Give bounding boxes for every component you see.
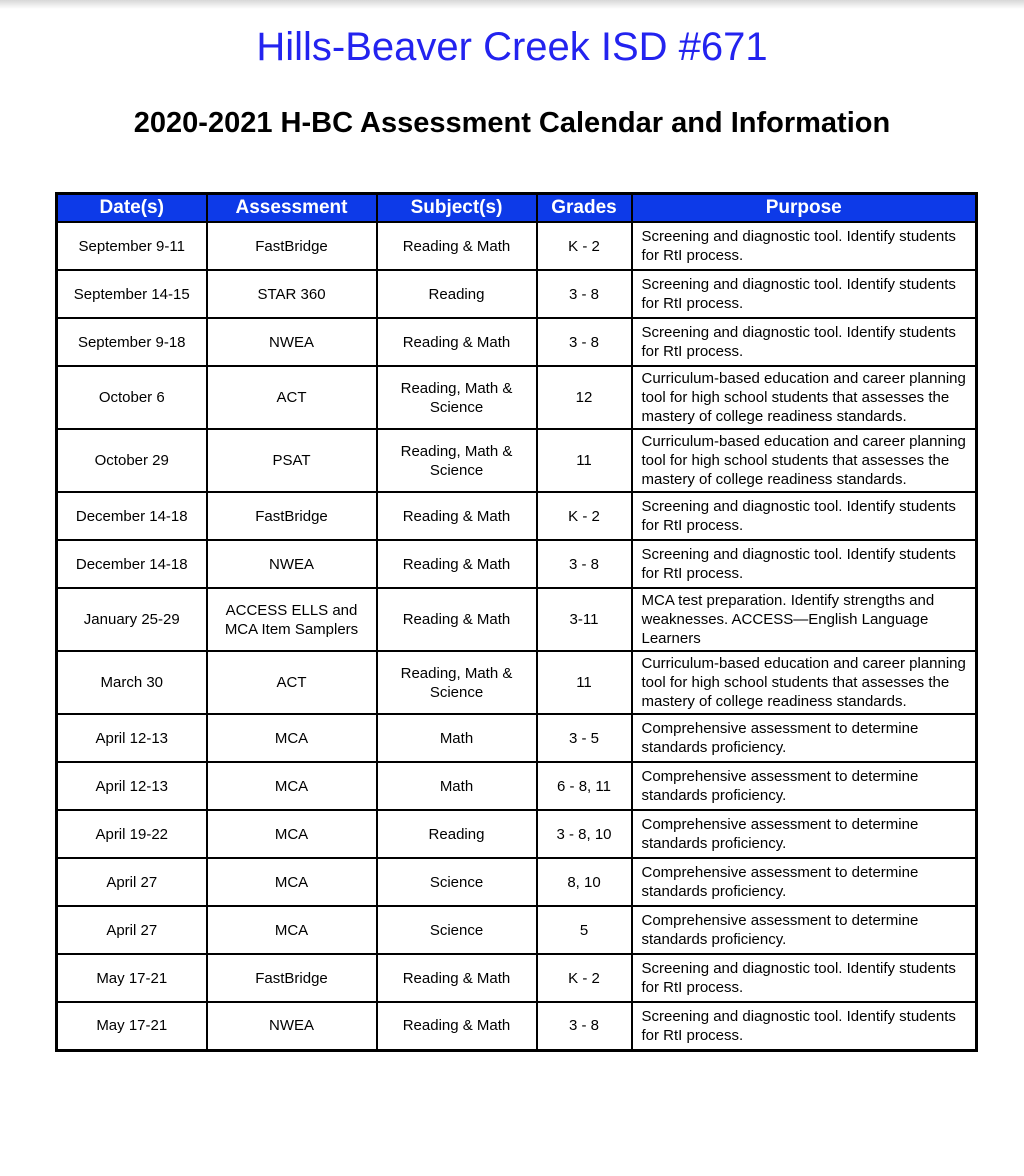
table-row (57, 540, 977, 588)
cell-dates: September 14-15 (57, 270, 207, 318)
table-row (57, 810, 977, 858)
cell-subjects: Reading & Math (377, 222, 537, 270)
page-subtitle: 2020-2021 H-BC Assessment Calendar and Information (133, 107, 891, 139)
cell-subjects: Science (377, 858, 537, 906)
cell-subjects: Math (377, 762, 537, 810)
table-row (57, 651, 977, 714)
cell-assessment: ACCESS ELLS and MCA Item Samplers (207, 588, 377, 651)
column-header-assessment: Assessment (207, 194, 377, 223)
cell-dates: January 25-29 (57, 588, 207, 651)
cell-subjects: Science (377, 906, 537, 954)
cell-assessment: PSAT (207, 429, 377, 492)
cell-purpose: Comprehensive assessment to determine standards proficiency. (632, 858, 977, 906)
cell-subjects: Reading & Math (377, 540, 537, 588)
cell-subjects: Reading & Math (377, 588, 537, 651)
cell-dates: December 14-18 (57, 492, 207, 540)
cell-assessment: NWEA (207, 318, 377, 366)
table-row (57, 429, 977, 492)
cell-dates: September 9-11 (57, 222, 207, 270)
table-row (57, 222, 977, 270)
cell-dates: September 9-18 (57, 318, 207, 366)
cell-purpose: Screening and diagnostic tool. Identify students for RtI process. (632, 1002, 977, 1050)
cell-dates: October 29 (57, 429, 207, 492)
table-row (57, 714, 977, 762)
cell-dates: April 12-13 (57, 714, 207, 762)
cell-assessment: MCA (207, 906, 377, 954)
cell-purpose: Comprehensive assessment to determine standards proficiency. (632, 714, 977, 762)
cell-grades: 3 - 8 (537, 270, 632, 318)
cell-dates: March 30 (57, 651, 207, 714)
page-top-shadow (0, 0, 1024, 9)
table-row (57, 588, 977, 651)
cell-grades: 11 (537, 429, 632, 492)
table-row (57, 762, 977, 810)
table-row (57, 954, 977, 1002)
cell-grades: K - 2 (537, 492, 632, 540)
cell-purpose: Curriculum-based education and career planning tool for high school students that assesses the mastery of college readiness standards. (632, 429, 977, 492)
cell-grades: 12 (537, 366, 632, 429)
cell-purpose: Screening and diagnostic tool. Identify students for RtI process. (632, 270, 977, 318)
cell-grades: 3 - 8 (537, 318, 632, 366)
cell-assessment: FastBridge (207, 492, 377, 540)
cell-dates: May 17-21 (57, 954, 207, 1002)
cell-grades: 5 (537, 906, 632, 954)
table-row (57, 492, 977, 540)
cell-subjects: Reading, Math & Science (377, 429, 537, 492)
cell-purpose: Screening and diagnostic tool. Identify students for RtI process. (632, 540, 977, 588)
cell-grades: K - 2 (537, 222, 632, 270)
cell-grades: 6 - 8, 11 (537, 762, 632, 810)
cell-assessment: ACT (207, 651, 377, 714)
cell-purpose: Comprehensive assessment to determine standards proficiency. (632, 906, 977, 954)
cell-subjects: Reading, Math & Science (377, 651, 537, 714)
cell-subjects: Reading & Math (377, 492, 537, 540)
cell-purpose: Curriculum-based education and career planning tool for high school students that assesses the mastery of college readiness standards. (632, 366, 977, 429)
cell-grades: 3 - 8 (537, 1002, 632, 1050)
cell-grades: K - 2 (537, 954, 632, 1002)
cell-assessment: NWEA (207, 540, 377, 588)
table-row (57, 270, 977, 318)
cell-subjects: Reading (377, 270, 537, 318)
cell-subjects: Reading & Math (377, 1002, 537, 1050)
cell-assessment: MCA (207, 810, 377, 858)
table-row (57, 366, 977, 429)
cell-dates: April 27 (57, 858, 207, 906)
cell-grades: 3 - 8, 10 (537, 810, 632, 858)
column-header-grades: Grades (537, 194, 632, 223)
cell-dates: May 17-21 (57, 1002, 207, 1050)
page-title: Hills-Beaver Creek ISD #671 (256, 25, 768, 69)
cell-subjects: Reading (377, 810, 537, 858)
cell-assessment: FastBridge (207, 222, 377, 270)
table-row (57, 858, 977, 906)
cell-dates: December 14-18 (57, 540, 207, 588)
cell-assessment: ACT (207, 366, 377, 429)
cell-grades: 3 - 5 (537, 714, 632, 762)
cell-grades: 11 (537, 651, 632, 714)
cell-purpose: Screening and diagnostic tool. Identify students for RtI process. (632, 492, 977, 540)
cell-purpose: Comprehensive assessment to determine standards proficiency. (632, 762, 977, 810)
cell-subjects: Math (377, 714, 537, 762)
cell-assessment: NWEA (207, 1002, 377, 1050)
cell-grades: 3 - 8 (537, 540, 632, 588)
assessment-calendar-table (55, 192, 978, 1052)
table-row (57, 1002, 977, 1050)
column-header-dates: Date(s) (57, 194, 207, 223)
cell-purpose: Screening and diagnostic tool. Identify students for RtI process. (632, 318, 977, 366)
cell-subjects: Reading & Math (377, 954, 537, 1002)
cell-purpose: Screening and diagnostic tool. Identify students for RtI process. (632, 222, 977, 270)
cell-grades: 3-11 (537, 588, 632, 651)
cell-purpose: Curriculum-based education and career planning tool for high school students that assesses the mastery of college readiness standards. (632, 651, 977, 714)
cell-grades: 8, 10 (537, 858, 632, 906)
column-header-purpose: Purpose (632, 194, 977, 223)
table-header-row (57, 194, 977, 223)
cell-dates: April 27 (57, 906, 207, 954)
cell-purpose: Screening and diagnostic tool. Identify students for RtI process. (632, 954, 977, 1002)
cell-dates: April 12-13 (57, 762, 207, 810)
cell-dates: April 19-22 (57, 810, 207, 858)
table-row (57, 318, 977, 366)
cell-assessment: FastBridge (207, 954, 377, 1002)
cell-dates: October 6 (57, 366, 207, 429)
cell-purpose: MCA test preparation. Identify strengths and weaknesses. ACCESS—English Language Learners (632, 588, 977, 651)
cell-assessment: MCA (207, 762, 377, 810)
column-header-subjects: Subject(s) (377, 194, 537, 223)
cell-purpose: Comprehensive assessment to determine standards proficiency. (632, 810, 977, 858)
cell-assessment: STAR 360 (207, 270, 377, 318)
table-body (57, 222, 977, 1050)
table-row (57, 906, 977, 954)
cell-assessment: MCA (207, 858, 377, 906)
cell-subjects: Reading, Math & Science (377, 366, 537, 429)
cell-assessment: MCA (207, 714, 377, 762)
cell-subjects: Reading & Math (377, 318, 537, 366)
